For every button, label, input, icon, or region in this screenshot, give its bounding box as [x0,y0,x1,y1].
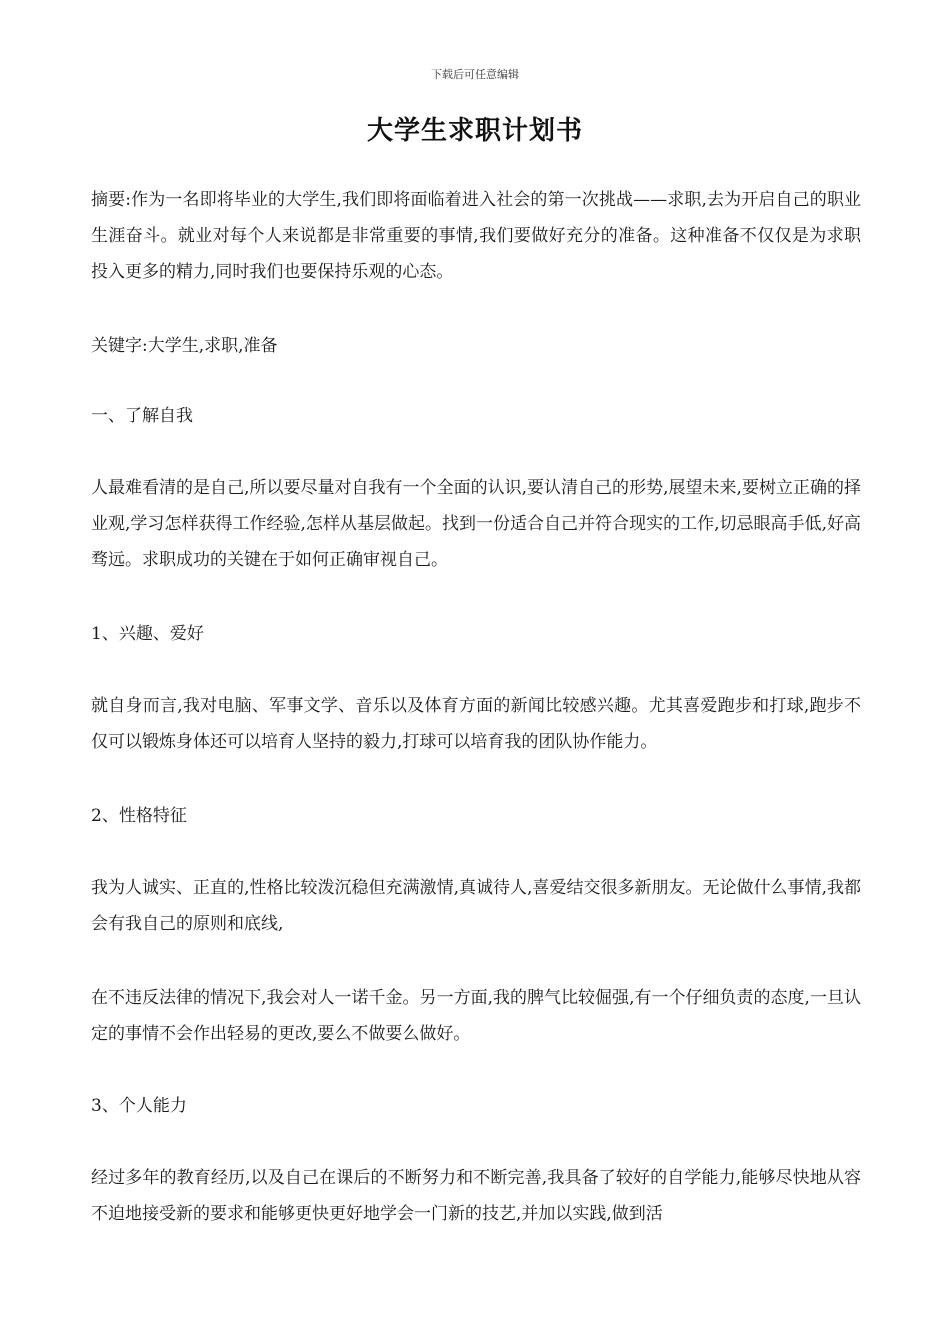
self-understanding-paragraph: 人最难看清的是自己,所以要尽量对自我有一个全面的认识,要认清自己的形势,展望未来,要树立正确的择业观,学习怎样获得工作经验,怎样从基层做起。找到一份适合自己并符合现实的工作,切忌眼高手低,好高骛远。求职成功的关键在于如何正确审视自己。 [91,478,861,570]
subheading-interests: 1、兴趣、爱好 [91,624,204,644]
header-note: 下载后可任意编辑 [431,68,519,81]
subheading-personality: 2、性格特征 [91,806,187,826]
subheading-abilities: 3、个人能力 [91,1096,187,1116]
document-title: 大学生求职计划书 [366,116,583,146]
personality-paragraph-1: 我为人诚实、正直的,性格比较泼沉稳但充满激情,真诚待人,喜爱结交很多新朋友。无论做什么事情,我都会有我自己的原则和底线, [91,878,861,934]
keywords-line: 关键字:大学生,求职,准备 [91,336,278,356]
interests-paragraph: 就自身而言,我对电脑、军事文学、音乐以及体育方面的新闻比较感兴趣。尤其喜爱跑步和打球,跑步不仅可以锻炼身体还可以培育人坚持的毅力,打球可以培育我的团队协作能力。 [91,696,861,752]
personality-paragraph-2: 在不违反法律的情况下,我会对人一诺千金。另一方面,我的脾气比较倔强,有一个仔细负责的态度,一旦认定的事情不会作出轻易的更改,要么不做要么做好。 [91,988,861,1044]
abilities-paragraph: 经过多年的教育经历,以及自己在课后的不断努力和不断完善,我具备了较好的自学能力,能够尽快地从容不迫地接受新的要求和能够更快更好地学会一门新的技艺,并加以实践,做到活 [91,1168,861,1224]
abstract-paragraph: 摘要:作为一名即将毕业的大学生,我们即将面临着进入社会的第一次挑战——求职,去为开启自己的职业生涯奋斗。就业对每个人来说都是非常重要的事情,我们要做好充分的准备。这种准备不仅仅是为求职投入更多的精力,同时我们也要保持乐观的心态。 [91,190,861,282]
section-heading-self-understanding: 一、了解自我 [91,406,193,426]
